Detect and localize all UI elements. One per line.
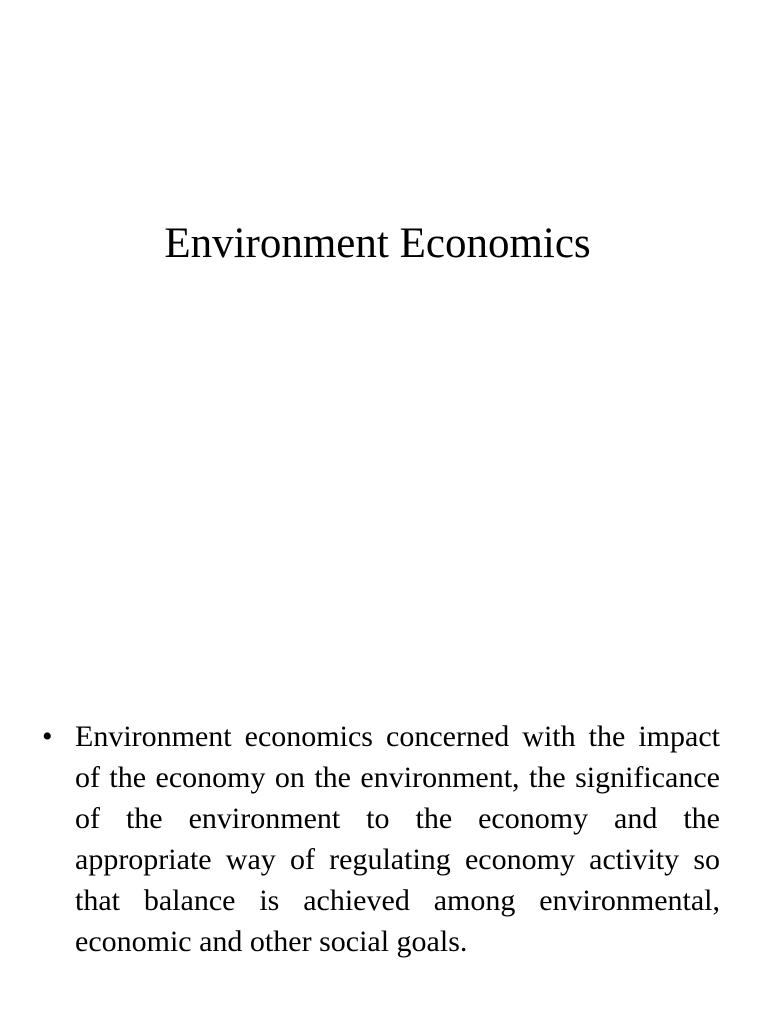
bullet-item	[38, 716, 720, 962]
slide-body	[38, 716, 720, 962]
slide-title: Environment Economics	[164, 220, 591, 267]
bullet-text: Environment economics concerned with the impact of the economy on the environment, the significance of the environment to the economy and the appropriate way of regulating economy activity so that balance is achieved among environmental, economic and other social goals.	[75, 720, 720, 958]
bullet-dot-icon: •	[42, 720, 53, 753]
